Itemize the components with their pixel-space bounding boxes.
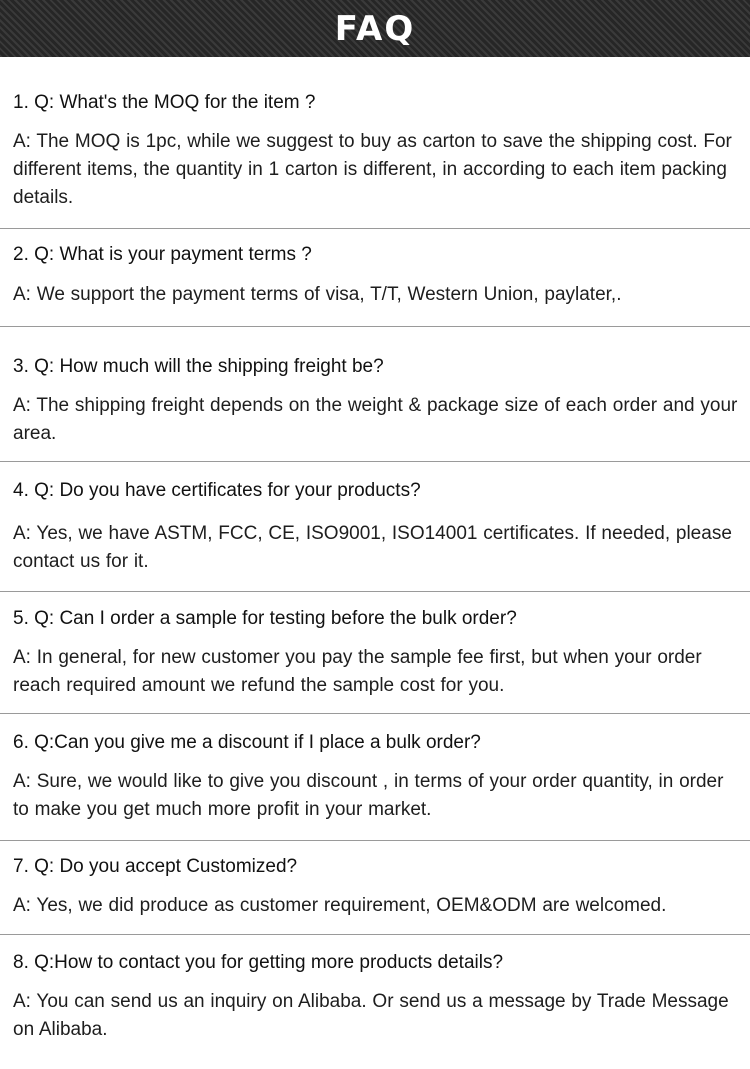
faq-question-1: 1. Q: What's the MOQ for the item ? xyxy=(13,92,316,113)
faq-question-8: 8. Q:How to contact you for getting more products details? xyxy=(13,952,504,973)
divider xyxy=(0,591,750,592)
faq-answer-8: A: You can send us an inquiry on Alibaba. Or send us a message by Trade Message on Alibaba. xyxy=(13,991,729,1040)
faq-question-6: 6. Q:Can you give me a discount if I place a bulk order? xyxy=(13,732,481,753)
divider xyxy=(0,713,750,714)
divider xyxy=(0,228,750,229)
faq-question-3: 3. Q: How much will the shipping freight be? xyxy=(13,356,384,377)
faq-question-4: 4. Q: Do you have certificates for your products? xyxy=(13,480,421,501)
faq-question-7: 7. Q: Do you accept Customized? xyxy=(13,856,298,877)
faq-answer-5: A: In general, for new customer you pay the sample fee first, but when your order reach required amount we refund the sample cost for you. xyxy=(13,647,702,696)
faq-answer-3: A: The shipping freight depends on the weight & package size of each order and your area. xyxy=(13,395,738,444)
faq-question-5: 5. Q: Can I order a sample for testing before the bulk order? xyxy=(13,608,517,629)
faq-answer-2: A: We support the payment terms of visa, T/T, Western Union, paylater,. xyxy=(13,284,622,305)
faq-title: FAQ xyxy=(334,8,416,49)
divider xyxy=(0,840,750,841)
faq-question-2: 2. Q: What is your payment terms ? xyxy=(13,244,312,265)
divider xyxy=(0,461,750,462)
divider xyxy=(0,934,750,935)
divider xyxy=(0,326,750,327)
faq-header-banner xyxy=(0,0,750,57)
faq-answer-7: A: Yes, we did produce as customer requirement, OEM&ODM are welcomed. xyxy=(13,895,667,916)
faq-answer-1: A: The MOQ is 1pc, while we suggest to buy as carton to save the shipping cost. For different items, the quantity in 1 carton is different, in according to each item packing details. xyxy=(13,131,732,208)
faq-answer-4: A: Yes, we have ASTM, FCC, CE, ISO9001, ISO14001 certificates. If needed, please contact us for it. xyxy=(13,523,732,572)
faq-answer-6: A: Sure, we would like to give you discount , in terms of your order quantity, in order to make you get much more profit in your market. xyxy=(13,771,724,820)
